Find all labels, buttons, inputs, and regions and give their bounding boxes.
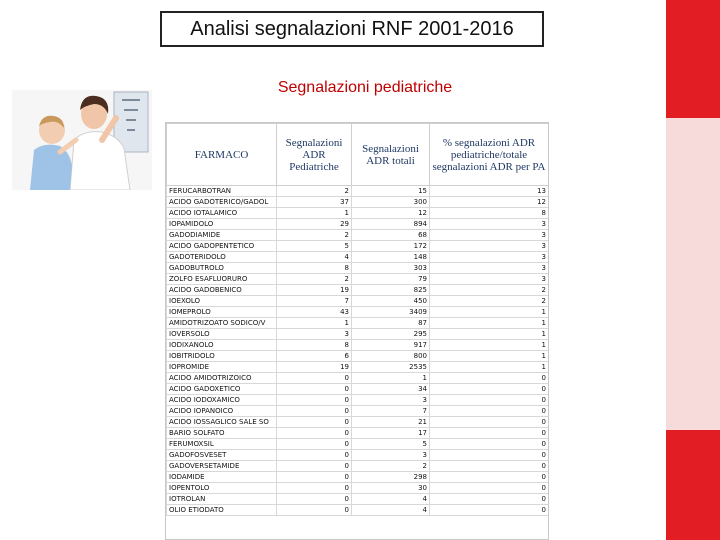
- cell-farmaco: GADOVERSETAMIDE: [167, 461, 277, 472]
- column-header-farmaco: FARMACO: [167, 124, 277, 186]
- cell-adr-totali: 894: [352, 219, 430, 230]
- cell-adr-totali: 87: [352, 318, 430, 329]
- cell-adr-totali: 4: [352, 505, 430, 516]
- cell-percentuale: 0: [430, 461, 549, 472]
- cell-farmaco: ACIDO GADOXETICO: [167, 384, 277, 395]
- cell-farmaco: ACIDO IOSSAGLICO SALE SO: [167, 417, 277, 428]
- cell-adr-totali: 5: [352, 439, 430, 450]
- cell-percentuale: 1: [430, 329, 549, 340]
- cell-farmaco: OLIO ETIODATO: [167, 505, 277, 516]
- cell-adr-pediatriche: 37: [277, 197, 352, 208]
- table-row: [167, 241, 549, 252]
- cell-percentuale: 3: [430, 219, 549, 230]
- cell-percentuale: 0: [430, 406, 549, 417]
- cell-adr-pediatriche: 19: [277, 285, 352, 296]
- cell-percentuale: 12: [430, 197, 549, 208]
- table-row: [167, 461, 549, 472]
- cell-farmaco: ACIDO AMIDOTRIZOICO: [167, 373, 277, 384]
- cell-adr-totali: 298: [352, 472, 430, 483]
- cell-farmaco: ACIDO IOTALAMICO: [167, 208, 277, 219]
- slide-subtitle: Segnalazioni pediatriche: [277, 79, 453, 96]
- cell-percentuale: 0: [430, 384, 549, 395]
- column-header-adr-pediatriche: Segnalazioni ADR Pediatriche: [277, 124, 352, 186]
- cell-farmaco: FERUCARBOTRAN: [167, 186, 277, 197]
- cell-adr-pediatriche: 1: [277, 208, 352, 219]
- cell-adr-totali: 3: [352, 395, 430, 406]
- table-row: [167, 252, 549, 263]
- table-row: [167, 439, 549, 450]
- cell-farmaco: ACIDO GADOPENTETICO: [167, 241, 277, 252]
- cell-percentuale: 3: [430, 230, 549, 241]
- cell-farmaco: FERUMOXSIL: [167, 439, 277, 450]
- cell-adr-pediatriche: 19: [277, 362, 352, 373]
- table-row: [167, 417, 549, 428]
- table-row: [167, 483, 549, 494]
- cell-farmaco: ACIDO IODOXAMICO: [167, 395, 277, 406]
- cell-farmaco: BARIO SOLFATO: [167, 428, 277, 439]
- cell-farmaco: GADOTERIDOLO: [167, 252, 277, 263]
- cell-farmaco: IOEXOLO: [167, 296, 277, 307]
- doctor-child-illustration: [12, 90, 152, 190]
- cell-adr-totali: 21: [352, 417, 430, 428]
- cell-adr-pediatriche: 0: [277, 406, 352, 417]
- cell-farmaco: IODIXANOLO: [167, 340, 277, 351]
- cell-adr-pediatriche: 8: [277, 263, 352, 274]
- cell-adr-totali: 1: [352, 373, 430, 384]
- accent-bar-top: [666, 0, 720, 118]
- doctor-child-photo: [12, 90, 152, 190]
- cell-adr-totali: 34: [352, 384, 430, 395]
- cell-adr-totali: 800: [352, 351, 430, 362]
- table-row: [167, 329, 549, 340]
- cell-adr-pediatriche: 7: [277, 296, 352, 307]
- cell-percentuale: 0: [430, 417, 549, 428]
- cell-adr-pediatriche: 0: [277, 439, 352, 450]
- cell-adr-totali: 68: [352, 230, 430, 241]
- cell-farmaco: IOVERSOLO: [167, 329, 277, 340]
- cell-farmaco: IODAMIDE: [167, 472, 277, 483]
- cell-percentuale: 3: [430, 274, 549, 285]
- table-body: [167, 186, 549, 516]
- table-row: [167, 307, 549, 318]
- cell-adr-pediatriche: 0: [277, 505, 352, 516]
- cell-percentuale: 0: [430, 483, 549, 494]
- cell-adr-pediatriche: 0: [277, 428, 352, 439]
- cell-percentuale: 1: [430, 340, 549, 351]
- cell-percentuale: 0: [430, 395, 549, 406]
- table-row: [167, 472, 549, 483]
- table-row: [167, 197, 549, 208]
- table-row: [167, 450, 549, 461]
- cell-adr-pediatriche: 1: [277, 318, 352, 329]
- cell-adr-totali: 450: [352, 296, 430, 307]
- cell-percentuale: 8: [430, 208, 549, 219]
- cell-farmaco: IOPENTOLO: [167, 483, 277, 494]
- cell-adr-totali: 7: [352, 406, 430, 417]
- cell-percentuale: 3: [430, 252, 549, 263]
- cell-adr-pediatriche: 0: [277, 483, 352, 494]
- table-row: [167, 274, 549, 285]
- cell-farmaco: IOPROMIDE: [167, 362, 277, 373]
- cell-adr-pediatriche: 2: [277, 186, 352, 197]
- cell-percentuale: 1: [430, 351, 549, 362]
- cell-adr-pediatriche: 8: [277, 340, 352, 351]
- cell-adr-totali: 17: [352, 428, 430, 439]
- cell-adr-totali: 300: [352, 197, 430, 208]
- cell-adr-pediatriche: 0: [277, 395, 352, 406]
- table-row: [167, 296, 549, 307]
- cell-farmaco: ACIDO GADOTERICO/GADOL: [167, 197, 277, 208]
- slide-title: [160, 11, 544, 47]
- table-row: [167, 494, 549, 505]
- table-row: [167, 351, 549, 362]
- table-row: [167, 428, 549, 439]
- table-row: [167, 505, 549, 516]
- table-row: [167, 285, 549, 296]
- cell-farmaco: IOTROLAN: [167, 494, 277, 505]
- cell-percentuale: 1: [430, 318, 549, 329]
- slide-title-text: Analisi segnalazioni RNF 2001-2016: [190, 17, 514, 40]
- data-table: [166, 123, 549, 516]
- cell-adr-totali: 2535: [352, 362, 430, 373]
- cell-adr-pediatriche: 4: [277, 252, 352, 263]
- cell-adr-totali: 295: [352, 329, 430, 340]
- table-row: [167, 406, 549, 417]
- table-row: [167, 362, 549, 373]
- cell-percentuale: 0: [430, 505, 549, 516]
- cell-adr-pediatriche: 0: [277, 373, 352, 384]
- cell-percentuale: 1: [430, 362, 549, 373]
- cell-farmaco: GADOBUTROLO: [167, 263, 277, 274]
- cell-percentuale: 0: [430, 472, 549, 483]
- cell-adr-pediatriche: 0: [277, 450, 352, 461]
- cell-adr-pediatriche: 0: [277, 472, 352, 483]
- cell-adr-pediatriche: 5: [277, 241, 352, 252]
- cell-percentuale: 2: [430, 285, 549, 296]
- accent-bar-middle: [666, 118, 720, 430]
- cell-adr-totali: 917: [352, 340, 430, 351]
- cell-adr-pediatriche: 0: [277, 384, 352, 395]
- cell-farmaco: ACIDO IOPANOICO: [167, 406, 277, 417]
- cell-adr-totali: 4: [352, 494, 430, 505]
- cell-farmaco: ZOLFO ESAFLUORURO: [167, 274, 277, 285]
- table-header-row: [167, 124, 549, 186]
- table-row: [167, 395, 549, 406]
- cell-farmaco: GADOFOSVESET: [167, 450, 277, 461]
- cell-farmaco: ACIDO GADOBENICO: [167, 285, 277, 296]
- table-row: [167, 208, 549, 219]
- cell-percentuale: 0: [430, 439, 549, 450]
- cell-percentuale: 0: [430, 428, 549, 439]
- cell-adr-totali: 15: [352, 186, 430, 197]
- cell-farmaco: IOBITRIDOLO: [167, 351, 277, 362]
- cell-farmaco: IOMEPROLO: [167, 307, 277, 318]
- cell-adr-pediatriche: 2: [277, 230, 352, 241]
- cell-adr-pediatriche: 0: [277, 461, 352, 472]
- table-row: [167, 219, 549, 230]
- table-row: [167, 186, 549, 197]
- cell-percentuale: 13: [430, 186, 549, 197]
- cell-adr-totali: 3409: [352, 307, 430, 318]
- table-row: [167, 384, 549, 395]
- column-header-adr-totali: Segnalazioni ADR totali: [352, 124, 430, 186]
- cell-farmaco: AMIDOTRIZOATO SODICO/V: [167, 318, 277, 329]
- table-row: [167, 230, 549, 241]
- pediatric-adr-table: [165, 122, 549, 540]
- cell-adr-totali: 148: [352, 252, 430, 263]
- cell-percentuale: 2: [430, 296, 549, 307]
- table-row: [167, 340, 549, 351]
- cell-adr-pediatriche: 2: [277, 274, 352, 285]
- cell-percentuale: 0: [430, 494, 549, 505]
- cell-adr-totali: 12: [352, 208, 430, 219]
- cell-farmaco: IOPAMIDOLO: [167, 219, 277, 230]
- table-row: [167, 263, 549, 274]
- cell-percentuale: 0: [430, 450, 549, 461]
- cell-adr-totali: 3: [352, 450, 430, 461]
- table-row: [167, 318, 549, 329]
- cell-adr-pediatriche: 0: [277, 494, 352, 505]
- accent-bar-bottom: [666, 430, 720, 540]
- cell-adr-totali: 2: [352, 461, 430, 472]
- cell-percentuale: 0: [430, 373, 549, 384]
- column-header-percentuale: % segnalazioni ADR pediatriche/totale segnalazioni ADR per PA: [430, 124, 549, 186]
- cell-percentuale: 3: [430, 263, 549, 274]
- cell-adr-totali: 79: [352, 274, 430, 285]
- cell-adr-totali: 825: [352, 285, 430, 296]
- cell-percentuale: 1: [430, 307, 549, 318]
- cell-percentuale: 3: [430, 241, 549, 252]
- cell-adr-pediatriche: 3: [277, 329, 352, 340]
- cell-adr-pediatriche: 6: [277, 351, 352, 362]
- cell-farmaco: GADODIAMIDE: [167, 230, 277, 241]
- cell-adr-totali: 303: [352, 263, 430, 274]
- cell-adr-pediatriche: 43: [277, 307, 352, 318]
- cell-adr-totali: 30: [352, 483, 430, 494]
- cell-adr-totali: 172: [352, 241, 430, 252]
- cell-adr-pediatriche: 29: [277, 219, 352, 230]
- cell-adr-pediatriche: 0: [277, 417, 352, 428]
- table-row: [167, 373, 549, 384]
